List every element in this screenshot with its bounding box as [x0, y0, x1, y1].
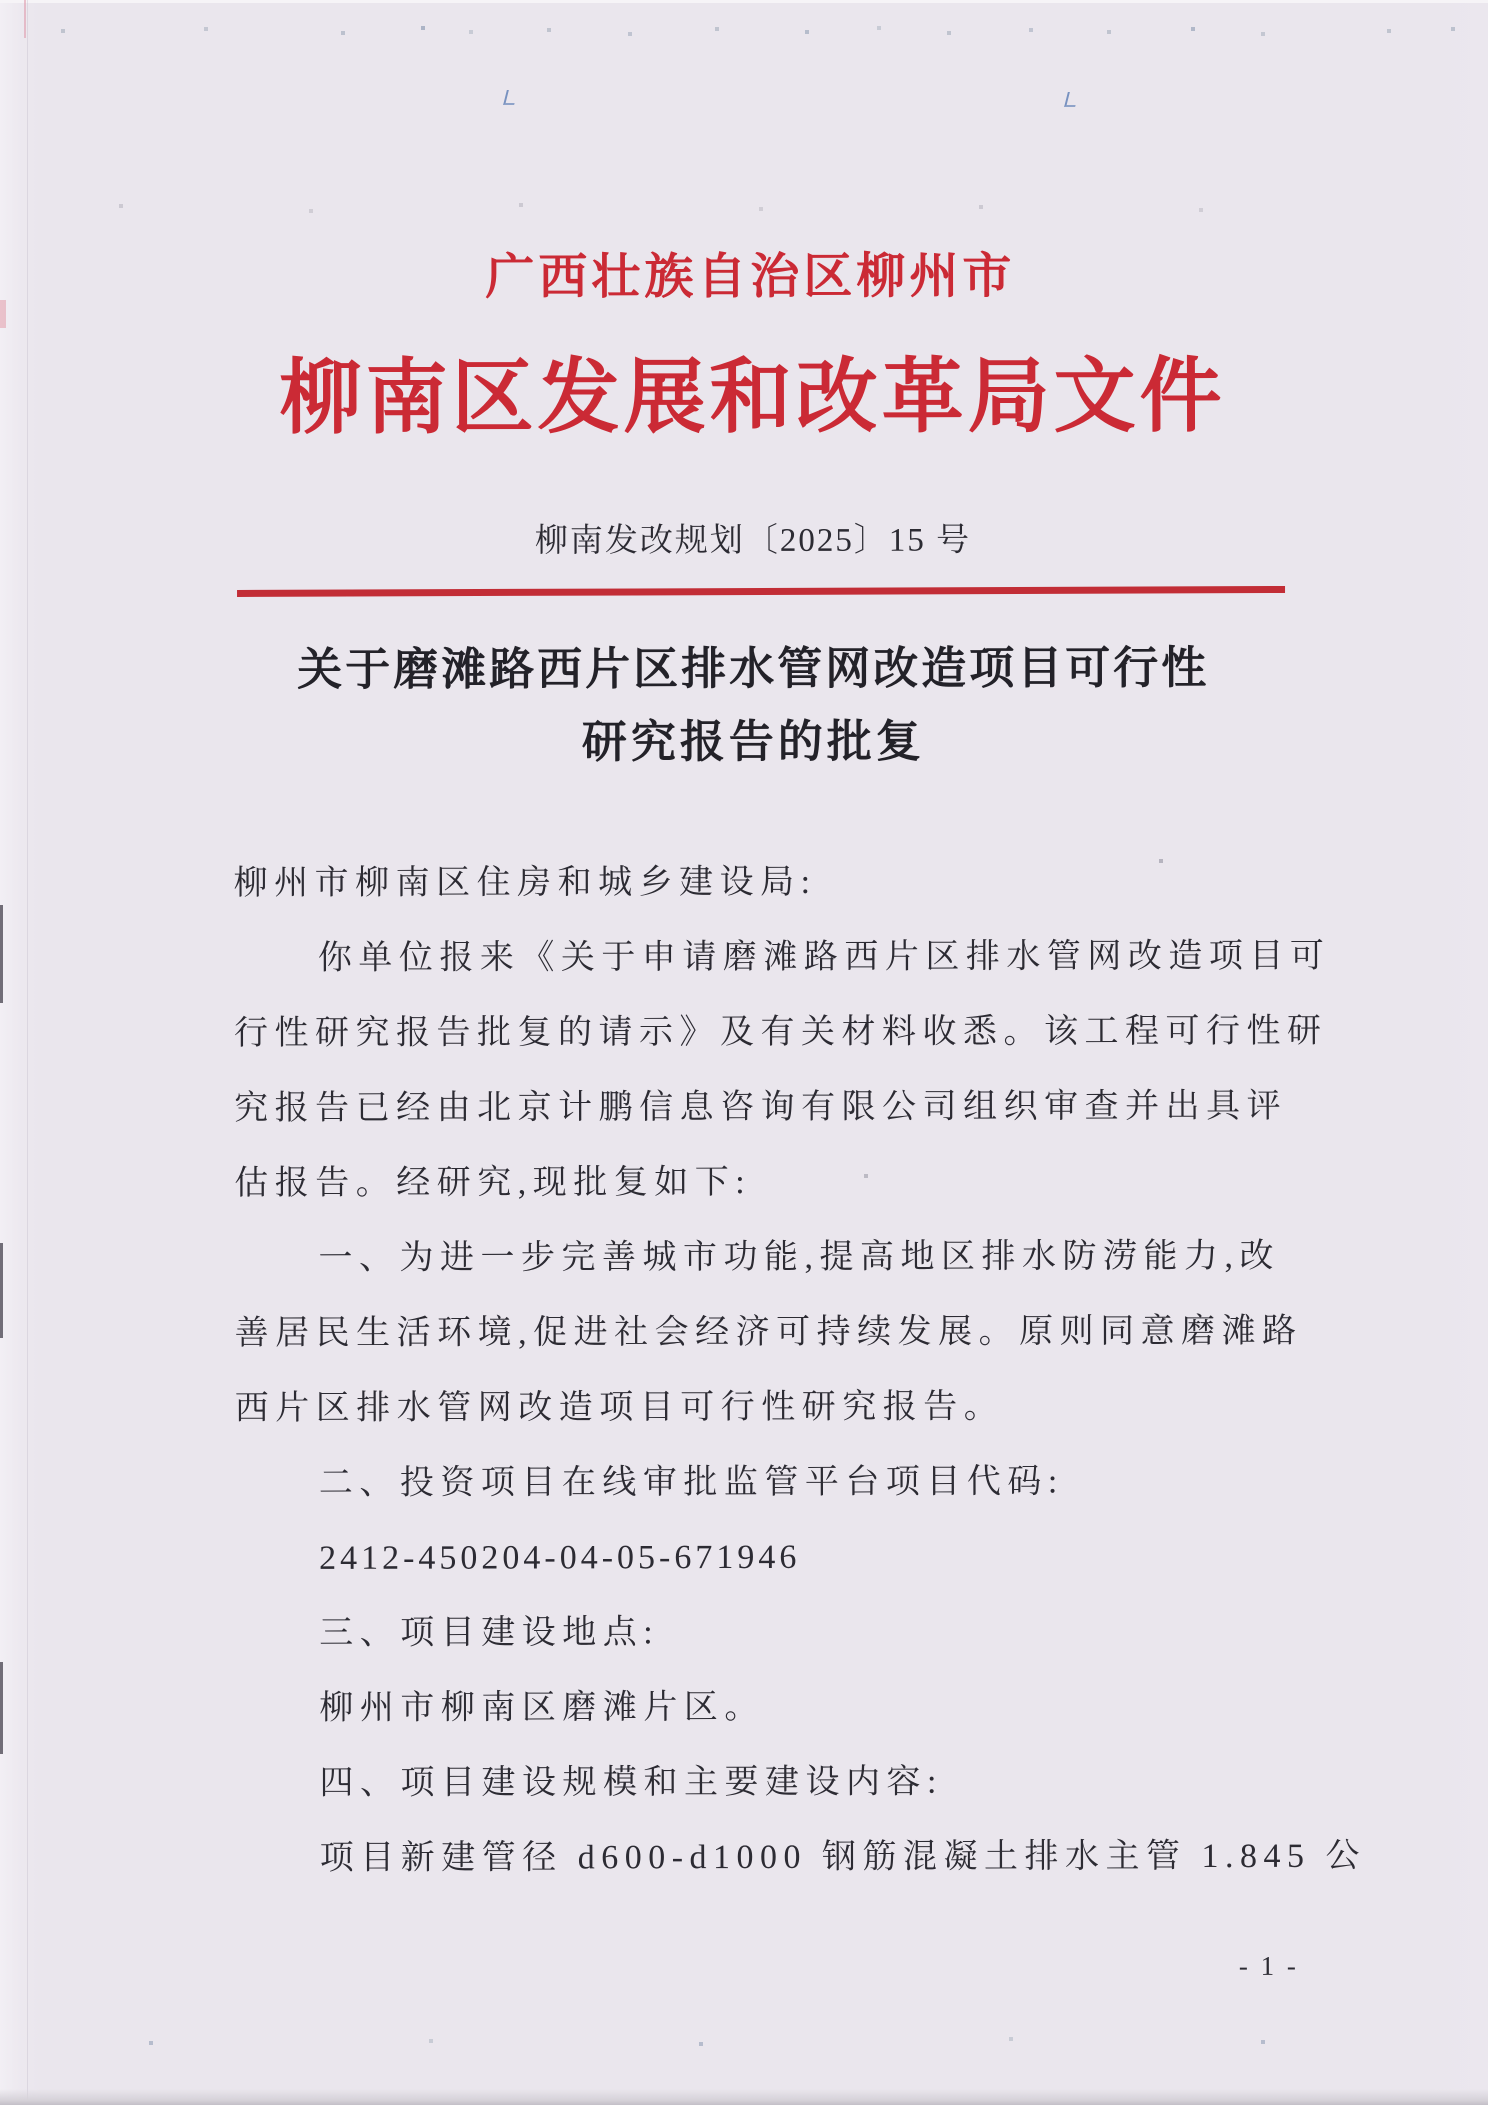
document-reference-number: 柳南发改规划〔2025〕15 号	[534, 522, 972, 560]
body-line-item-3: 三、项目建设地点:	[319, 1614, 660, 1652]
body-line: 西片区排水管网改造项目可行性研究报告。	[234, 1388, 1005, 1428]
body-line: 估报告。经研究,现批复如下:	[234, 1163, 752, 1203]
document-body	[233, 844, 1367, 1896]
issuing-region-heading: 广西壮族自治区柳州市	[485, 248, 1016, 305]
body-line-item-4: 四、项目建设规模和主要建设内容:	[319, 1763, 944, 1802]
body-line-item-2: 二、投资项目在线审批监管平台项目代码:	[318, 1463, 1064, 1502]
document-title-line-2: 研究报告的批复	[581, 716, 925, 768]
body-line-project-code: 2412-450204-04-05-671946	[319, 1538, 801, 1577]
body-line-scale: 项目新建管径 d600-d1000 钢筋混凝土排水主管 1.845 公	[319, 1837, 1367, 1877]
body-line: 行性研究报告批复的请示》及有关材料收悉。该工程可行性研	[233, 1012, 1328, 1053]
body-line-location: 柳州市柳南区磨滩片区。	[319, 1688, 765, 1727]
body-line: 善居民生活环境,促进社会经济可持续发展。原则同意磨滩路	[234, 1312, 1303, 1353]
document-title-line-1: 关于磨滩路西片区排水管网改造项目可行性	[297, 643, 1210, 695]
body-line: 究报告已经由北京计鹏信息咨询有限公司组织审查并出具评	[234, 1087, 1288, 1128]
body-line-addressee: 柳州市柳南区住房和城乡建设局:	[233, 863, 817, 903]
issuing-agency-heading: 柳南区发展和改革局文件	[279, 350, 1226, 444]
body-line-item-1: 一、为进一步完善城市功能,提高地区排水防涝能力,改	[318, 1237, 1280, 1277]
page-number: - 1 -	[1238, 1950, 1299, 1981]
body-line: 你单位报来《关于申请磨滩路西片区排水管网改造项目可	[317, 937, 1331, 977]
red-separator-rule	[237, 586, 1285, 597]
document-title	[9, 631, 1488, 780]
